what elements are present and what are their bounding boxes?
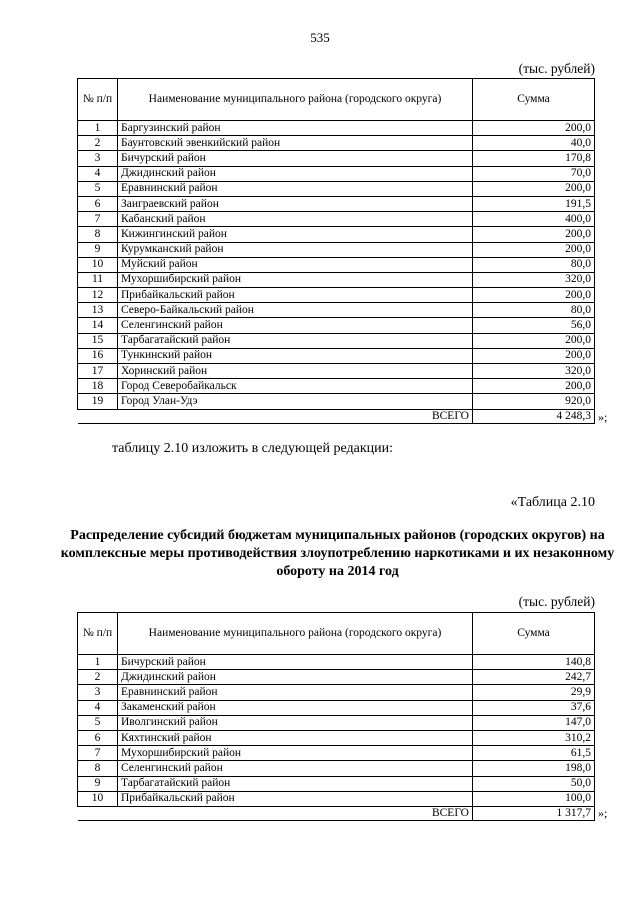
row-number: 10 [78,791,118,806]
table-row [78,715,595,730]
row-number: 12 [78,288,118,303]
row-amount: 80,0 [473,257,595,272]
row-district: Джидинский район [118,670,473,685]
row-amount: 50,0 [473,776,595,791]
table-row [78,272,595,287]
row-number: 8 [78,227,118,242]
table-row [78,227,595,242]
row-number: 6 [78,196,118,211]
row-district: Кабанский район [118,212,473,227]
total-row [78,409,595,423]
row-number: 13 [78,303,118,318]
instruction-text: таблицу 2.10 изложить в следующей редакции: [112,441,394,456]
row-amount: 200,0 [473,181,595,196]
table-row [78,394,595,409]
table-header-row [78,613,595,655]
row-number: 10 [78,257,118,272]
row-amount: 140,8 [473,655,595,670]
row-district: Джидинский район [118,166,473,181]
table-row [78,151,595,166]
total-value: 4 248,3 [473,409,595,423]
header-num: № п/п [78,79,118,121]
row-amount: 200,0 [473,379,595,394]
total-label: ВСЕГО [118,409,473,423]
table-row [78,655,595,670]
header-sum: Сумма [473,613,595,655]
table-row [78,776,595,791]
row-number: 18 [78,379,118,394]
row-district: Еравнинский район [118,685,473,700]
row-amount: 56,0 [473,318,595,333]
table-row [78,181,595,196]
row-district: Селенгинский район [118,318,473,333]
table-row [78,730,595,745]
table-header-row [78,79,595,121]
row-district: Хоринский район [118,364,473,379]
header-name: Наименование муниципального района (городского округа) [118,79,473,121]
table-row [78,348,595,363]
row-amount: 200,0 [473,333,595,348]
table-row [78,121,595,136]
header-name: Наименование муниципального района (городского округа) [118,613,473,655]
row-amount: 200,0 [473,242,595,257]
row-amount: 200,0 [473,348,595,363]
table-row [78,670,595,685]
table-row [78,318,595,333]
row-district: Курумканский район [118,242,473,257]
table-row [78,761,595,776]
row-amount: 200,0 [473,227,595,242]
row-district: Тарбагатайский район [118,776,473,791]
table-row [78,166,595,181]
row-number: 7 [78,212,118,227]
row-number: 19 [78,394,118,409]
table-row [78,196,595,211]
row-number: 4 [78,166,118,181]
row-amount: 100,0 [473,791,595,806]
table-row [78,364,595,379]
row-district: Мухоршибирский район [118,746,473,761]
table-row [78,791,595,806]
row-district: Город Улан-Удэ [118,394,473,409]
row-district: Мухоршибирский район [118,272,473,287]
row-district: Кяхтинский район [118,730,473,745]
row-district: Тункинский район [118,348,473,363]
table-row [78,746,595,761]
row-district: Северо-Байкальский район [118,303,473,318]
row-amount: 70,0 [473,166,595,181]
row-number: 9 [78,242,118,257]
row-number: 5 [78,181,118,196]
row-number: 5 [78,715,118,730]
row-number: 2 [78,670,118,685]
subsidy-table-2 [77,612,595,821]
row-amount: 80,0 [473,303,595,318]
row-district: Баунтовский эвенкийский район [118,136,473,151]
row-number: 1 [78,655,118,670]
row-amount: 191,5 [473,196,595,211]
row-number: 11 [78,272,118,287]
subsidy-table-1 [77,78,595,424]
row-amount: 200,0 [473,288,595,303]
table-row [78,685,595,700]
units-label: (тыс. рублей) [518,61,595,76]
table-row [78,257,595,272]
row-amount: 320,0 [473,272,595,287]
row-district: Тарбагатайский район [118,333,473,348]
row-number: 8 [78,761,118,776]
table-row [78,242,595,257]
row-district: Прибайкальский район [118,288,473,303]
table-row [78,303,595,318]
units-label: (тыс. рублей) [518,594,595,609]
row-number: 3 [78,151,118,166]
row-amount: 40,0 [473,136,595,151]
row-number: 1 [78,121,118,136]
row-amount: 400,0 [473,212,595,227]
row-amount: 198,0 [473,761,595,776]
row-amount: 310,2 [473,730,595,745]
row-amount: 920,0 [473,394,595,409]
row-district: Кижингинский район [118,227,473,242]
row-district: Баргузинский район [118,121,473,136]
table-label: «Таблица 2.10 [510,495,595,510]
row-district: Иволгинский район [118,715,473,730]
table-row [78,700,595,715]
table-row [78,333,595,348]
total-row [78,806,595,820]
row-number: 4 [78,700,118,715]
row-number: 3 [78,685,118,700]
row-district: Селенгинский район [118,761,473,776]
row-amount: 29,9 [473,685,595,700]
row-number: 17 [78,364,118,379]
total-label: ВСЕГО [118,806,473,820]
row-district: Прибайкальский район [118,791,473,806]
row-number: 9 [78,776,118,791]
row-amount: 170,8 [473,151,595,166]
row-amount: 242,7 [473,670,595,685]
header-num: № п/п [78,613,118,655]
row-district: Бичурский район [118,655,473,670]
row-number: 16 [78,348,118,363]
row-number: 15 [78,333,118,348]
row-number: 14 [78,318,118,333]
page-number: 535 [310,30,330,45]
row-district: Закаменский район [118,700,473,715]
row-district: Город Северобайкальск [118,379,473,394]
total-value: 1 317,7 [473,806,595,820]
row-number: 6 [78,730,118,745]
row-district: Бичурский район [118,151,473,166]
row-amount: 147,0 [473,715,595,730]
row-amount: 37,6 [473,700,595,715]
row-amount: 320,0 [473,364,595,379]
table-row [78,379,595,394]
header-sum: Сумма [473,79,595,121]
table-row [78,136,595,151]
table-row [78,288,595,303]
row-district: Заиграевский район [118,196,473,211]
table-heading: Распределение субсидий бюджетам муниципальных районов (городских округов) на комплексные меры противодействия злоупотреблению наркотиками и их незаконному обороту на 2014 год [60,528,615,579]
table-row [78,212,595,227]
row-number: 7 [78,746,118,761]
row-amount: 200,0 [473,121,595,136]
row-amount: 61,5 [473,746,595,761]
closing-quote: »; [598,410,608,424]
row-number: 2 [78,136,118,151]
row-district: Еравнинский район [118,181,473,196]
closing-quote: »; [598,806,608,820]
row-district: Муйский район [118,257,473,272]
